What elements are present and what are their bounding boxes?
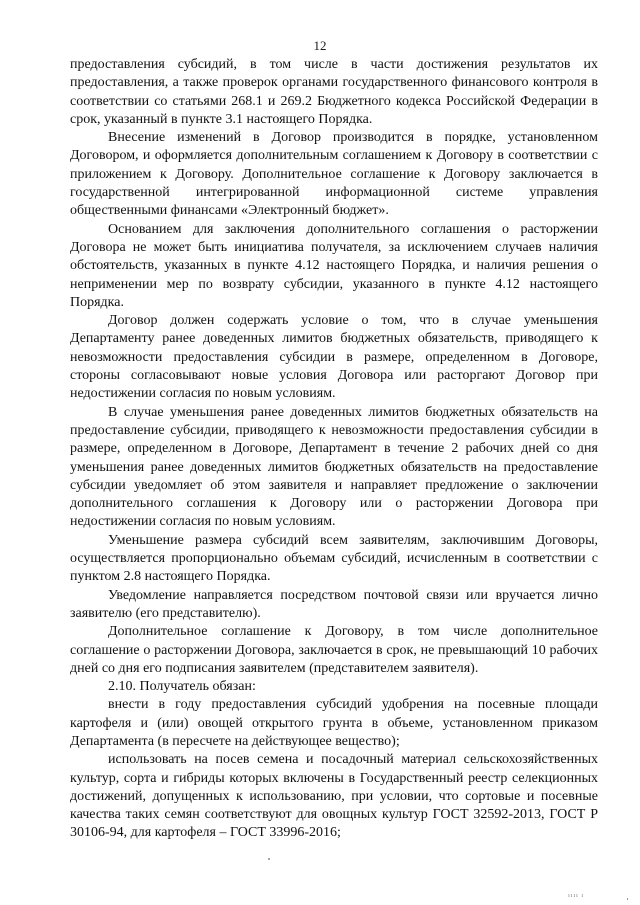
paragraph-notification: Уведомление направляется посредством почтовой связи или вручается лично заявителю (его представителю). xyxy=(70,587,598,621)
paragraph-additional-agreement: Дополнительное соглашение к Договору, в том числе дополнительное соглашение о расторжении Договора, заключается в срок, не превышающий 10 рабочих дней со дня его подписания заявителем (представителем заявителя). xyxy=(70,624,598,676)
footer-scan-mark: ıııı ı xyxy=(568,893,584,899)
paragraph-continuation: предоставления субсидий, в том числе в части достижения результатов их предоставления, а также проверок органами государственного финансового контроля в соответствии со статьями 268.1 и 269.2 Бюджетного кодекса Российской Федерации в срок, указанный в пункте 3.1 настоящего Порядка. xyxy=(70,57,598,127)
scan-speck xyxy=(268,858,270,860)
paragraph-proportional-reduction: Уменьшение размера субсидий всем заявителям, заключившим Договоры, осуществляется пропорционально объемам субсидий, исчисленным в соответствии с пунктом 2.8 настоящего Порядка. xyxy=(70,532,598,585)
paragraph-amendments: Внесение изменений в Договор производится в порядке, установленном Договором, и оформляется дополнительным соглашением к Договору в соответствии с приложением к Договору. Дополнительное соглашение к Договору заключается в государственной интегрированной информационной системе управления общественными финансами «Электронный бюджет». xyxy=(70,130,598,219)
paragraph-fertilizer-obligation: внести в году предоставления субсидий удобрения на посевные площади картофеля и (или) овощей открытого грунта в объеме, установленном приказом Департамента (в пересчете на действующее вещество); xyxy=(70,697,598,749)
scan-speck xyxy=(627,898,628,900)
paragraph-termination-grounds: Основанием для заключения дополнительного соглашения о расторжении Договора не может быть инициатива получателя, за исключением случаев наличия обстоятельств, указанных в пункте 4.12 настоящего Порядка, и наличия решения о неприменении мер по возврату субсидии, указанного в пункте 4.12 настоящего Порядка. xyxy=(70,221,598,310)
page-number: 12 xyxy=(313,38,327,53)
paragraph-seed-obligation: использовать на посев семена и посадочный материал сельскохозяйственных культур, сорта и гибриды которых включены в Государственный реестр селекционных достижений, допущенных к использованию, при условии, что сортовые и посевные качества таких семян соответствуют для овощных культур ГОСТ 32592-2013, ГОСТ Р 30106-94, для картофеля – ГОСТ 33996-2016; xyxy=(70,752,598,841)
paragraph-contract-condition: Договор должен содержать условие о том, что в случае уменьшения Департаменту ранее доведенных лимитов бюджетных обязательств, приводящего к невозможности предоставления субсидии в размере, определенном в Договоре, стороны согласовывают новые условия Договора или расторгают Договор при недостижении согласия по новым условиям. xyxy=(70,313,598,402)
paragraph-limit-reduction: В случае уменьшения ранее доведенных лимитов бюджетных обязательств на предоставление субсидии, приводящего к невозможности предоставления субсидии в размере, определенном в Договоре, Департамент в течение 2 рабочих дней со дня уменьшения ранее доведенных лимитов бюджетных обязательств на предоставление субсидии уведомляет об этом заявителя и направляет предложение о заключении дополнительного соглашения к Договору или о расторжении Договора при недостижении согласия по новым условиям. xyxy=(70,404,598,530)
document-body xyxy=(70,56,598,843)
section-heading-2-10: 2.10. Получатель обязан: xyxy=(108,679,256,695)
